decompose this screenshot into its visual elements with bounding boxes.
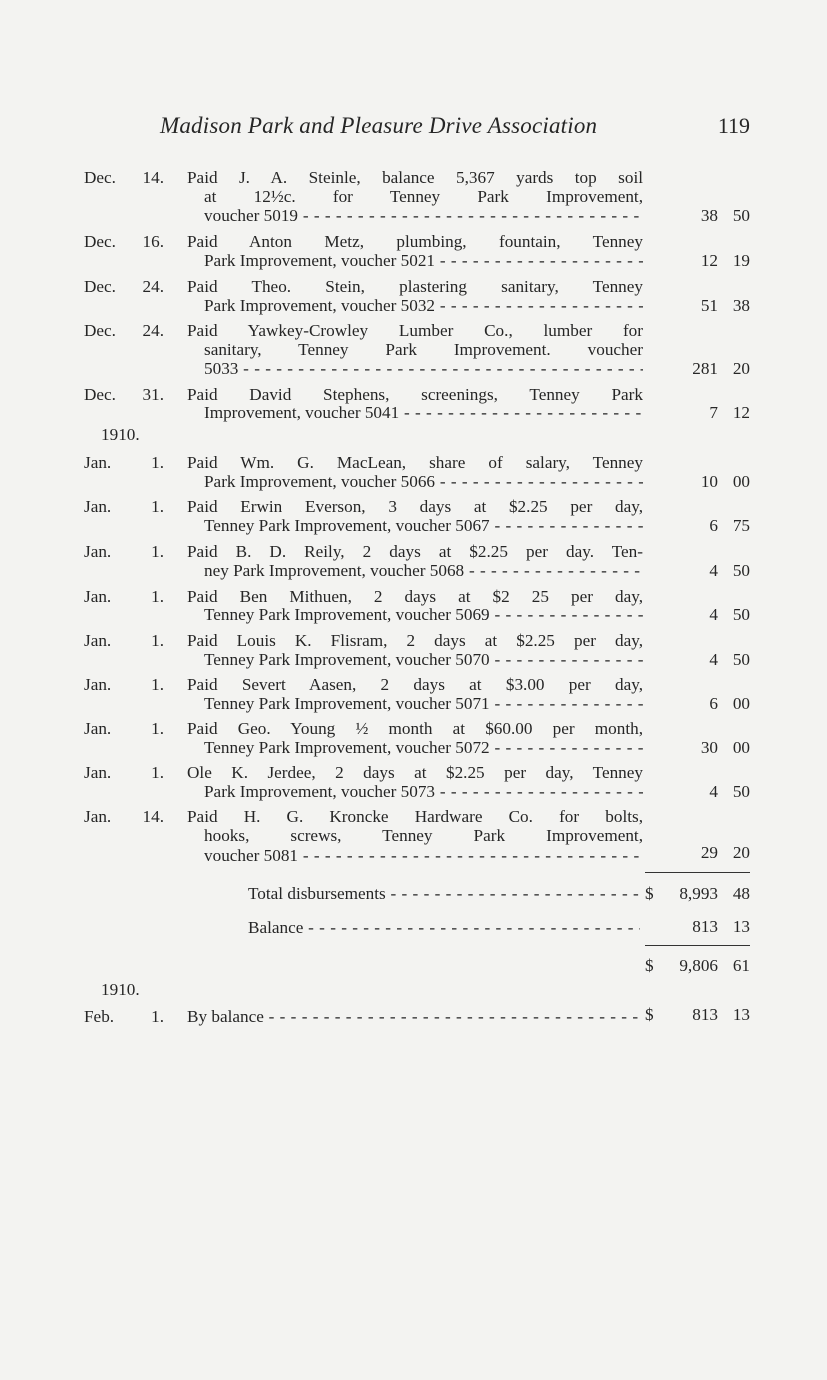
closing-balance-dollars: 813 (692, 1005, 718, 1024)
entry-dollars: 30 (700, 738, 718, 757)
entry-description-line: Park Improvement, voucher 5021 - - - (204, 251, 643, 271)
entry-dollars: 10 (700, 472, 718, 491)
entry-dollars: 4 (709, 605, 718, 624)
year-heading: 1910. (101, 425, 140, 444)
page-number: 119 (717, 113, 750, 138)
entry-description-line: Tenney Park Improvement, voucher 5071 - - - (204, 694, 643, 714)
entry-cents: 50 (732, 561, 750, 580)
entry-day: 1. (151, 719, 164, 738)
currency-sign: $ (645, 884, 654, 903)
entry-day: 31. (142, 385, 164, 404)
total-disbursements-label: Total disbursements - - - (248, 884, 640, 904)
entry-description-line: ney Park Improvement, voucher 5068 - - - (204, 561, 643, 581)
entry-description-line: Paid Anton Metz, plumbing, fountain, Tenney (187, 232, 643, 251)
entry-month: Jan. (84, 542, 112, 561)
balance-dollars: 813 (692, 917, 718, 936)
entry-description-line: Paid Severt Aasen, 2 days at $3.00 per day, (187, 675, 643, 694)
by-balance-label: By balance - - - (187, 1007, 640, 1027)
entry-dollars: 4 (709, 561, 718, 580)
entry-description-line: Paid J. A. Steinle, balance 5,367 yards top soil (187, 168, 643, 187)
entry-description-line: Park Improvement, voucher 5032 - - - (204, 296, 643, 316)
entry-description-line: Paid Ben Mithuen, 2 days at $2 25 per day, (187, 587, 643, 606)
entry-description-line: 5033 - - - (204, 359, 643, 379)
entry-month: Jan. (84, 587, 112, 606)
entry-dollars: 29 (700, 843, 718, 862)
entry-month: Jan. (84, 763, 112, 782)
entry-description-line: Paid Theo. Stein, plastering sanitary, Tenney (187, 277, 643, 296)
entry-day: 14. (142, 807, 164, 826)
entry-description-line: Tenney Park Improvement, voucher 5069 - - - (204, 605, 643, 625)
entry-cents: 12 (732, 403, 750, 422)
entry-description-line: Paid Louis K. Flisram, 2 days at $2.25 per day, (187, 631, 643, 650)
entry-dollars: 4 (709, 782, 718, 801)
currency-sign: $ (645, 956, 654, 975)
entry-description-line: Paid Wm. G. MacLean, share of salary, Tenney (187, 453, 643, 472)
entry-cents: 00 (732, 472, 750, 491)
total-disbursements-dollars: 8,993 (679, 884, 718, 903)
entry-day: 14. (142, 168, 164, 187)
page-header (160, 113, 754, 143)
entry-month: Dec. (84, 232, 116, 251)
entry-description-line: Tenney Park Improvement, voucher 5072 - - - (204, 738, 643, 758)
grand-total-cents: 61 (732, 956, 750, 975)
entry-day: 1. (151, 542, 164, 561)
entry-month: Dec. (84, 168, 116, 187)
entry-cents: 19 (732, 251, 750, 270)
entry-cents: 50 (732, 782, 750, 801)
entry-description-line: Paid David Stephens, screenings, Tenney Park (187, 385, 643, 404)
entry-description-line: hooks, screws, Tenney Park Improvement, (204, 826, 643, 845)
closing-balance-cents: 13 (732, 1005, 750, 1024)
entry-cents: 20 (732, 843, 750, 862)
entry-day: 1. (151, 631, 164, 650)
entry-day: 24. (142, 321, 164, 340)
entry-day: 24. (142, 277, 164, 296)
balance-cents: 13 (732, 917, 750, 936)
entry-month: Jan. (84, 719, 112, 738)
entry-day: 1. (151, 453, 164, 472)
entry-cents: 75 (732, 516, 750, 535)
entry-day: 1. (151, 763, 164, 782)
entry-month: Jan. (84, 631, 112, 650)
entry-dollars: 7 (709, 403, 718, 422)
grand-total-dollars: 9,806 (679, 956, 718, 975)
entry-dollars: 12 (700, 251, 718, 270)
entry-month: Feb. (84, 1007, 115, 1026)
entry-dollars: 4 (709, 650, 718, 669)
entry-description-line: Park Improvement, voucher 5066 - - - (204, 472, 643, 492)
entry-cents: 00 (732, 694, 750, 713)
currency-sign: $ (645, 1005, 654, 1024)
entry-dollars: 6 (709, 694, 718, 713)
entry-description-line: Tenney Park Improvement, voucher 5070 - - - (204, 650, 643, 670)
sum-rule (645, 872, 750, 873)
entry-day: 16. (142, 232, 164, 251)
entry-description-line: voucher 5081 - - - (204, 846, 643, 866)
entry-description-line: Improvement, voucher 5041 - - - (204, 403, 643, 423)
entry-cents: 00 (732, 738, 750, 757)
entry-cents: 50 (732, 206, 750, 225)
total-disbursements-cents: 48 (732, 884, 750, 903)
entry-month: Jan. (84, 675, 112, 694)
entry-day: 1. (151, 675, 164, 694)
entry-month: Jan. (84, 497, 112, 516)
entry-cents: 20 (732, 359, 750, 378)
entry-dollars: 6 (709, 516, 718, 535)
entry-month: Dec. (84, 321, 116, 340)
entry-cents: 38 (732, 296, 750, 315)
entry-day: 1. (151, 1007, 164, 1026)
entry-description-line: sanitary, Tenney Park Improvement. voucher (204, 340, 643, 359)
balance-label: Balance - - - (248, 918, 640, 938)
entry-day: 1. (151, 587, 164, 606)
entry-description-line: Paid Erwin Everson, 3 days at $2.25 per day, (187, 497, 643, 516)
entry-description-line: Tenney Park Improvement, voucher 5067 - - - (204, 516, 643, 536)
running-title: Madison Park and Pleasure Drive Association (160, 113, 598, 138)
entry-day: 1. (151, 497, 164, 516)
entry-description-line: Park Improvement, voucher 5073 - - - (204, 782, 643, 802)
entry-month: Dec. (84, 385, 116, 404)
entry-description-line: Paid B. D. Reily, 2 days at $2.25 per day. Ten- (187, 542, 643, 561)
entry-description-line: Paid H. G. Kroncke Hardware Co. for bolts, (187, 807, 643, 826)
entry-description-line: Paid Yawkey-Crowley Lumber Co., lumber for (187, 321, 643, 340)
entry-description-line: voucher 5019 - - - (204, 206, 643, 226)
entry-description-line: Ole K. Jerdee, 2 days at $2.25 per day, Tenney (187, 763, 643, 782)
entry-cents: 50 (732, 650, 750, 669)
year-heading: 1910. (101, 980, 140, 999)
entry-description-line: Paid Geo. Young ½ month at $60.00 per month, (187, 719, 643, 738)
entry-month: Jan. (84, 807, 112, 826)
sum-rule (645, 945, 750, 946)
entry-dollars: 38 (700, 206, 718, 225)
entry-description-line: at 12½c. for Tenney Park Improvement, (204, 187, 643, 206)
entry-dollars: 51 (700, 296, 718, 315)
entry-dollars: 281 (692, 359, 718, 378)
entry-month: Dec. (84, 277, 116, 296)
entry-cents: 50 (732, 605, 750, 624)
entry-month: Jan. (84, 453, 112, 472)
